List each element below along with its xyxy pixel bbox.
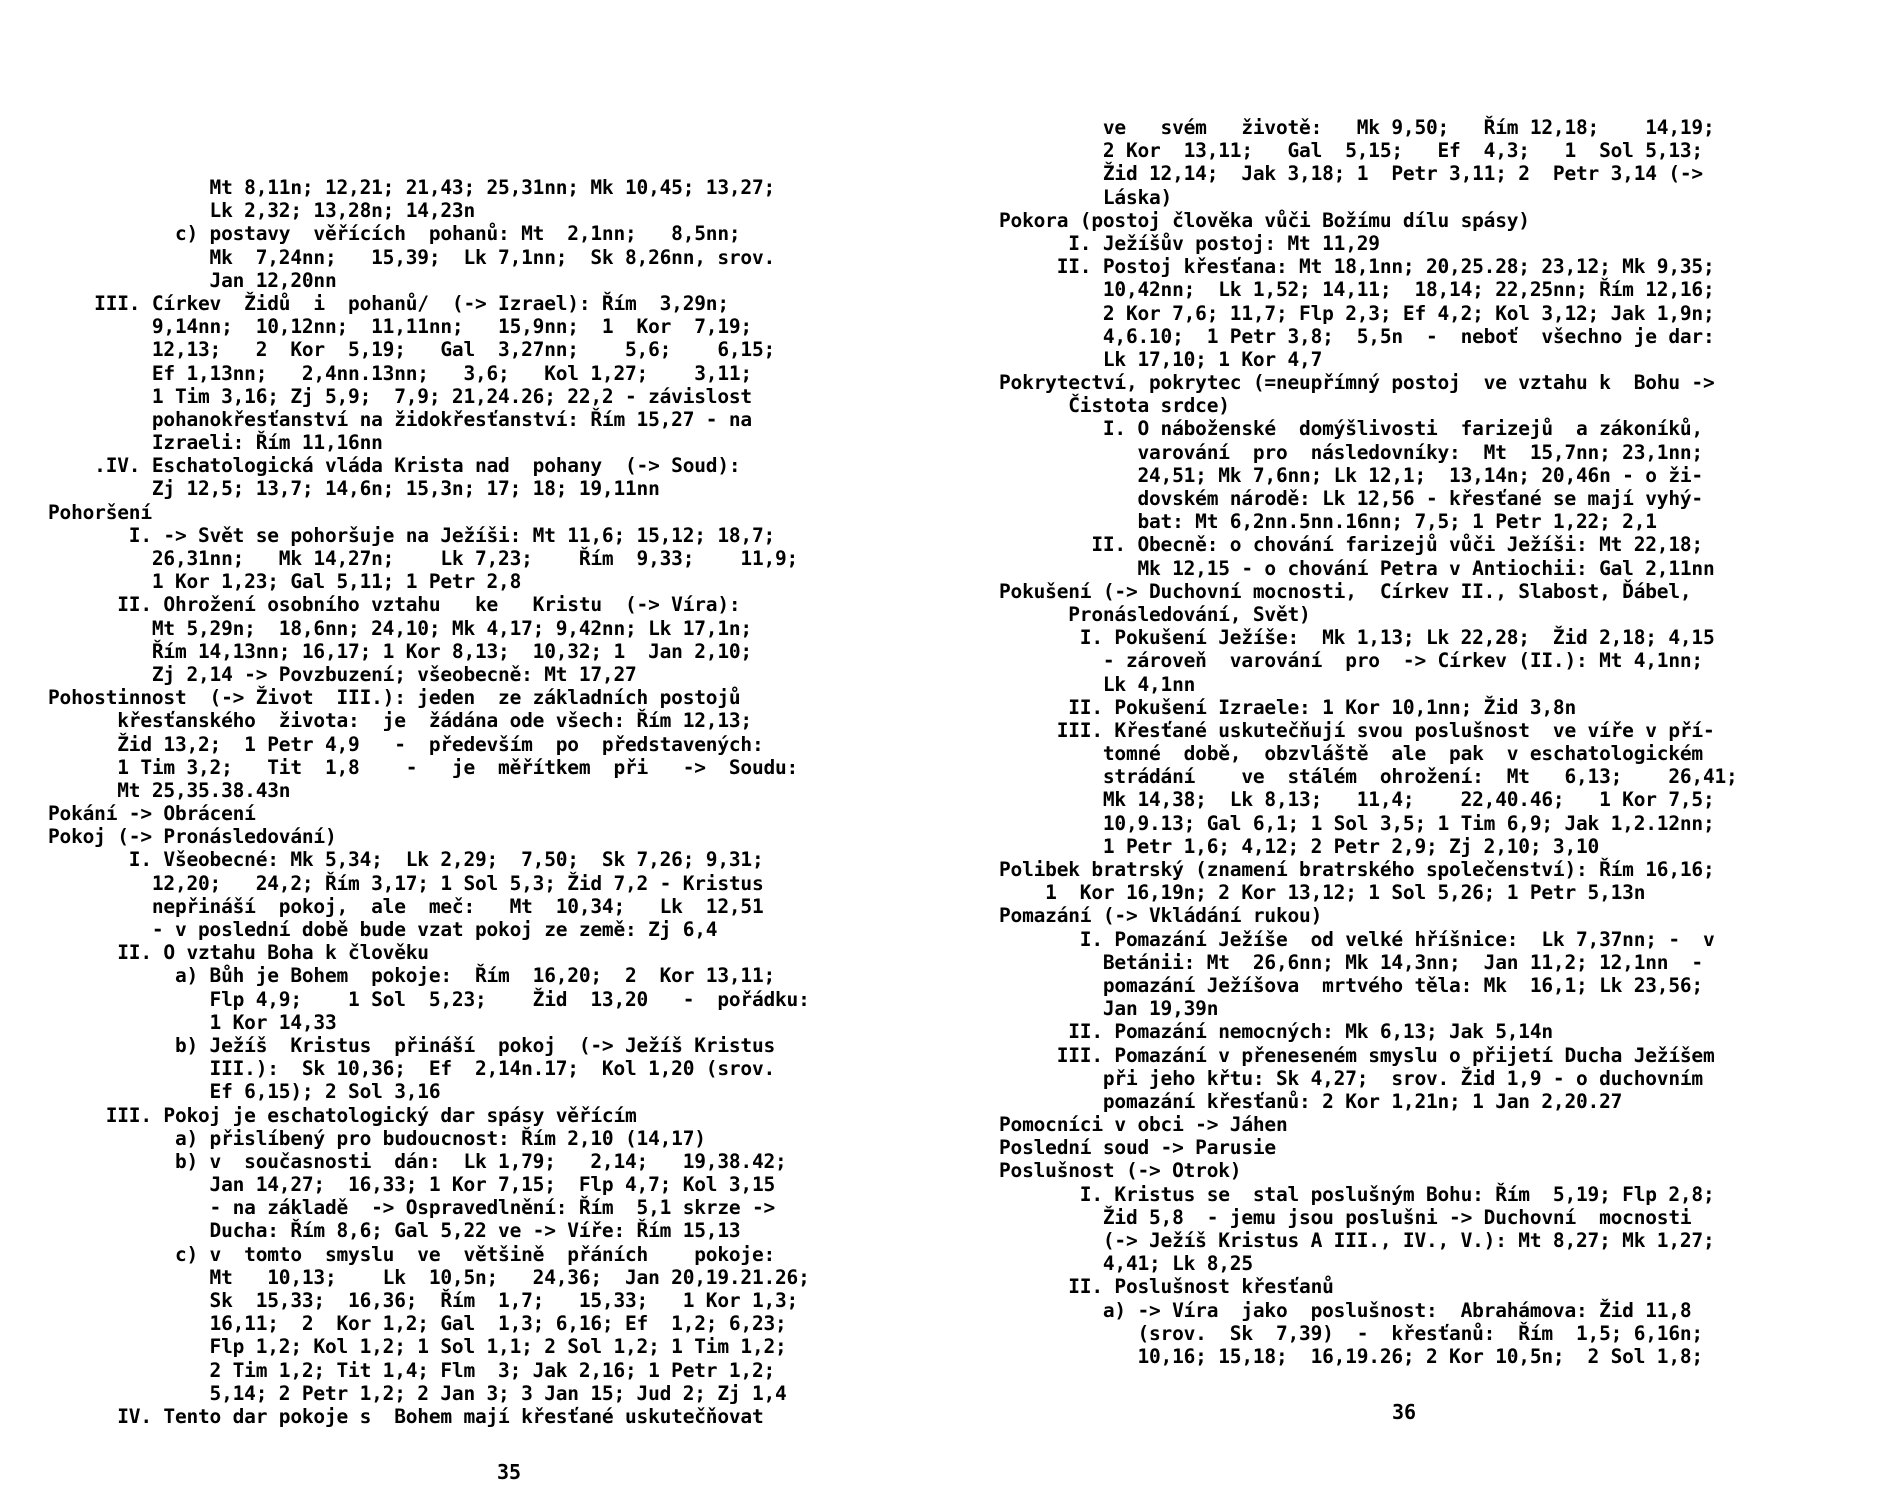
text-line: Poslušnost (-> Otrok) xyxy=(999,1159,1242,1183)
text-line: Mk 14,38; Lk 8,13; 11,4; 22,40.46; 1 Kor 7,5; xyxy=(999,788,1715,812)
text-line: 1 Kor 14,33 xyxy=(48,1010,337,1034)
text-line: II. O vztahu Boha k člověku xyxy=(48,941,429,965)
text-line: Pokání -> Obrácení xyxy=(48,802,256,826)
text-line: Betánii: Mt 26,6nn; Mk 14,3nn; Jan 11,2; 12,1nn - xyxy=(999,950,1703,974)
text-line: 1 Tim 3,2; Tit 1,8 - je měřítkem při -> Soudu: xyxy=(48,755,799,779)
text-line: tomné době, obzvláště ale pak v eschatologickém xyxy=(999,742,1703,766)
text-line: I. Pokušení Ježíše: Mk 1,13; Lk 22,28; Žid 2,18; 4,15 xyxy=(999,626,1715,650)
text-line: Lk 4,1nn xyxy=(999,672,1196,696)
text-line: pomazání křesťanů: 2 Kor 1,21n; 1 Jan 2,20.27 xyxy=(999,1089,1623,1113)
text-line: 16,11; 2 Kor 1,2; Gal 1,3; 6,16; Ef 1,2; 6,23; xyxy=(48,1312,787,1336)
text-line: Žid 13,2; 1 Petr 4,9 - především po představených: xyxy=(48,732,764,756)
text-line: III. Křesťané uskutečňují svou poslušnost ve víře v pří- xyxy=(999,718,1715,742)
text-line: I. Pomazání Ježíše od velké hříšnice: Lk 7,37nn; - v xyxy=(999,927,1715,951)
text-line: Pomocníci v obci -> Jáhen xyxy=(999,1113,1288,1137)
left-page-text xyxy=(48,176,908,1428)
text-line: Mk 12,15 - o chování Petra v Antiochii: Gal 2,11nn xyxy=(999,556,1715,580)
text-line: II. Postoj křesťana: Mt 18,1nn; 20,25.28; 23,12; Mk 9,35; xyxy=(999,255,1715,279)
text-line: Jan 12,20nn xyxy=(48,268,337,292)
text-line: a) přislíbený pro budoucnost: Řím 2,10 (14,17) xyxy=(48,1126,706,1150)
text-line: Mt 8,11n; 12,21; 21,43; 25,31nn; Mk 10,45; 13,27; xyxy=(48,176,776,199)
text-line: c) v tomto smyslu ve většině přáních pokoje: xyxy=(48,1242,776,1266)
text-line: Lk 2,32; 13,28n; 14,23n xyxy=(48,199,475,223)
text-line: 10,16; 15,18; 16,19.26; 2 Kor 10,5n; 2 Sol 1,8; xyxy=(999,1344,1703,1368)
text-line: III. Pokoj je eschatologický dar spásy věřícím xyxy=(48,1103,637,1127)
text-line: Láska) xyxy=(999,185,1173,209)
text-line: II. Obecně: o chování farizejů vůči Ježíši: Mt 22,18; xyxy=(999,533,1703,557)
text-line: strádání ve stálém ohrožení: Mt 6,13; 26,41; xyxy=(999,765,1738,789)
text-line: .IV. Eschatologická vláda Krista nad pohany (-> Soud): xyxy=(48,454,741,478)
text-line: ve svém životě: Mk 9,50; Řím 12,18; 14,19; xyxy=(999,116,1715,139)
text-line: (-> Ježíš Kristus A III., IV., V.): Mt 8,27; Mk 1,27; xyxy=(999,1229,1715,1252)
text-line: - v poslední době bude vzat pokoj ze země: Zj 6,4 xyxy=(48,918,718,941)
text-line: I. Kristus se stal poslušným Bohu: Řím 5,19; Flp 2,8; xyxy=(999,1182,1715,1206)
text-line: 1 Kor 16,19n; 2 Kor 13,12; 1 Sol 5,26; 1 Petr 5,13n xyxy=(999,881,1646,905)
text-line: Pokušení (-> Duchovní mocnosti, Církev II., Slabost, Ďábel, xyxy=(999,579,1692,603)
text-line: Zj 2,14 -> Povzbuzení; všeobecně: Mt 17,27 xyxy=(48,662,637,686)
text-line: Lk 17,10; 1 Kor 4,7 xyxy=(999,347,1323,371)
text-line: 12,20; 24,2; Řím 3,17; 1 Sol 5,3; Žid 7,2 - Kristus xyxy=(48,871,764,895)
text-line: II. Pomazání nemocných: Mk 6,13; Jak 5,14n xyxy=(999,1020,1553,1044)
text-line: 4,41; Lk 8,25 xyxy=(999,1252,1253,1276)
text-line: 4,6.10; 1 Petr 3,8; 5,5n - neboť všechno je dar: xyxy=(999,324,1715,348)
text-line: křesťanského života: je žádána ode všech: Řím 12,13; xyxy=(48,709,752,733)
page-number-right: 36 xyxy=(1392,1400,1417,1424)
text-line: 2 Kor 7,6; 11,7; Flp 2,3; Ef 4,2; Kol 3,12; Jak 1,9n; xyxy=(999,301,1715,325)
text-line: Čistota srdce) xyxy=(999,394,1230,418)
text-line: a) -> Víra jako poslušnost: Abrahámova: Žid 11,8 xyxy=(999,1298,1692,1322)
text-line: Flp 4,9; 1 Sol 5,23; Žid 13,20 - pořádku: xyxy=(48,987,810,1011)
text-line: Řím 14,13nn; 16,17; 1 Kor 8,13; 10,32; 1 Jan 2,10; xyxy=(48,639,752,663)
text-line: Sk 15,33; 16,36; Řím 1,7; 15,33; 1 Kor 1,3; xyxy=(48,1289,799,1312)
text-line: 2 Kor 13,11; Gal 5,15; Ef 4,3; 1 Sol 5,13; xyxy=(999,139,1703,163)
text-line: I. O náboženské domýšlivosti farizejů a zákoníků, xyxy=(999,417,1703,441)
text-line: Pokoj (-> Pronásledování) xyxy=(48,825,337,849)
text-line: b) Ježíš Kristus přináší pokoj (-> Ježíš Kristus xyxy=(48,1033,776,1057)
text-line: při jeho křtu: Sk 4,27; srov. Žid 1,9 - o duchovním xyxy=(999,1066,1703,1090)
text-line: (srov. Sk 7,39) - křesťanů: Řím 1,5; 6,16n; xyxy=(999,1321,1703,1345)
text-line: 5,14; 2 Petr 1,2; 2 Jan 3; 3 Jan 15; Jud 2; Zj 1,4 xyxy=(48,1381,787,1405)
text-line: Ef 6,15); 2 Sol 3,16 xyxy=(48,1080,441,1104)
text-line: varování pro následovníky: Mt 15,7nn; 23,1nn; xyxy=(999,440,1703,464)
text-line: pohanokřesťanství na židokřesťanství: Řím 15,27 - na xyxy=(48,407,752,431)
text-line: I. -> Svět se pohoršuje na Ježíši: Mt 11,6; 15,12; 18,7; xyxy=(48,523,776,547)
text-line: III. Pomazání v přeneseném smyslu o přijetí Ducha Ježíšem xyxy=(999,1043,1715,1067)
text-line: c) postavy věřících pohanů: Mt 2,1nn; 8,5nn; xyxy=(48,222,741,246)
text-line: 1 Tim 3,16; Zj 5,9; 7,9; 21,24.26; 22,2 - závislost xyxy=(48,384,752,408)
text-line: Pokrytectví, pokrytec (=neupřímný postoj ve vztahu k Bohu -> xyxy=(999,371,1715,395)
text-line: Zj 12,5; 13,7; 14,6n; 15,3n; 17; 18; 19,11nn xyxy=(48,477,660,501)
text-line: III. Církev Židů i pohanů/ (-> Izrael): Řím 3,29n; xyxy=(48,291,729,315)
text-line: Mt 25,35.38.43n xyxy=(48,778,291,802)
text-line: Izraeli: Řím 11,16nn xyxy=(48,431,383,455)
right-page-text xyxy=(999,116,1861,1368)
text-line: IV. Tento dar pokoje s Bohem mají křesťané uskutečňovat xyxy=(48,1404,764,1428)
text-line: Poslední soud -> Parusie xyxy=(999,1136,1276,1160)
text-line: Mt 10,13; Lk 10,5n; 24,36; Jan 20,19.21.26; xyxy=(48,1265,810,1289)
text-line: Pohoršení xyxy=(48,500,152,524)
text-line: II. Poslušnost křesťanů xyxy=(999,1275,1334,1299)
text-line: 1 Kor 1,23; Gal 5,11; 1 Petr 2,8 xyxy=(48,570,522,594)
right-page xyxy=(949,0,1898,1500)
text-line: II. Pokušení Izraele: 1 Kor 10,1nn; Žid 3,8n xyxy=(999,695,1576,719)
text-line: Mk 7,24nn; 15,39; Lk 7,1nn; Sk 8,26nn, srov. xyxy=(48,245,776,269)
text-line: Žid 12,14; Jak 3,18; 1 Petr 3,11; 2 Petr 3,14 (-> xyxy=(999,162,1703,186)
text-line: Pohostinnost (-> Život III.): jeden ze základních postojů xyxy=(48,686,741,710)
text-line: Pokora (postoj člověka vůči Božímu dílu spásy) xyxy=(999,208,1530,232)
text-line: III.): Sk 10,36; Ef 2,14n.17; Kol 1,20 (srov. xyxy=(48,1057,776,1081)
page-number-left: 35 xyxy=(497,1460,522,1484)
text-line: 10,9.13; Gal 6,1; 1 Sol 3,5; 1 Tim 6,9; Jak 1,2.12nn; xyxy=(999,811,1715,835)
text-line: 10,42nn; Lk 1,52; 14,11; 18,14; 22,25nn; Řím 12,16; xyxy=(999,278,1715,302)
text-line: - zároveň varování pro -> Církev (II.): Mt 4,1nn; xyxy=(999,649,1703,673)
text-line: Pomazání (-> Vkládání rukou) xyxy=(999,904,1323,928)
text-line: Mt 5,29n; 18,6nn; 24,10; Mk 4,17; 9,42nn; Lk 17,1n; xyxy=(48,616,752,640)
text-line: I. Všeobecné: Mk 5,34; Lk 2,29; 7,50; Sk 7,26; 9,31; xyxy=(48,848,764,872)
text-line: Jan 19,39n xyxy=(999,997,1219,1021)
text-line: 9,14nn; 10,12nn; 11,11nn; 15,9nn; 1 Kor 7,19; xyxy=(48,315,752,339)
text-line: Žid 5,8 - jemu jsou poslušni -> Duchovní mocnosti xyxy=(999,1205,1692,1229)
text-line: bat: Mt 6,2nn.5nn.16nn; 7,5; 1 Petr 1,22; 2,1 xyxy=(999,510,1657,534)
text-line: pomazání Ježíšova mrtvého těla: Mk 16,1; Lk 23,56; xyxy=(999,973,1703,997)
text-line: Flp 1,2; Kol 1,2; 1 Sol 1,1; 2 Sol 1,2; 1 Tim 1,2; xyxy=(48,1335,787,1359)
text-line: 2 Tim 1,2; Tit 1,4; Flm 3; Jak 2,16; 1 Petr 1,2; xyxy=(48,1358,776,1382)
text-line: I. Ježíšův postoj: Mt 11,29 xyxy=(999,231,1380,255)
text-line: 1 Petr 1,6; 4,12; 2 Petr 2,9; Zj 2,10; 3,10 xyxy=(999,834,1600,858)
text-line: Polibek bratrský (znamení bratrského společenství): Řím 16,16; xyxy=(999,858,1715,881)
text-line: Ducha: Řím 8,6; Gal 5,22 ve -> Víře: Řím 15,13 xyxy=(48,1219,741,1243)
text-line: nepřináší pokoj, ale meč: Mt 10,34; Lk 12,51 xyxy=(48,894,764,918)
text-line: Pronásledování, Svět) xyxy=(999,602,1311,626)
text-line: a) Bůh je Bohem pokoje: Řím 16,20; 2 Kor 13,11; xyxy=(48,964,776,988)
text-line: 24,51; Mk 7,6nn; Lk 12,1; 13,14n; 20,46n - o ži- xyxy=(999,463,1703,487)
text-line: 26,31nn; Mk 14,27n; Lk 7,23; Řím 9,33; 11,9; xyxy=(48,547,799,570)
text-line: dovském národě: Lk 12,56 - křesťané se mají vyhý- xyxy=(999,487,1703,510)
text-line: II. Ohrožení osobního vztahu ke Kristu (-> Víra): xyxy=(48,593,741,617)
text-line: - na základě -> Ospravedlnění: Řím 5,1 skrze -> xyxy=(48,1196,776,1220)
text-line: b) v současnosti dán: Lk 1,79; 2,14; 19,38.42; xyxy=(48,1149,787,1173)
text-line: Jan 14,27; 16,33; 1 Kor 7,15; Flp 4,7; Kol 3,15 xyxy=(48,1173,776,1197)
text-line: 12,13; 2 Kor 5,19; Gal 3,27nn; 5,6; 6,15; xyxy=(48,338,776,362)
text-line: Ef 1,13nn; 2,4nn.13nn; 3,6; Kol 1,27; 3,11; xyxy=(48,361,752,385)
